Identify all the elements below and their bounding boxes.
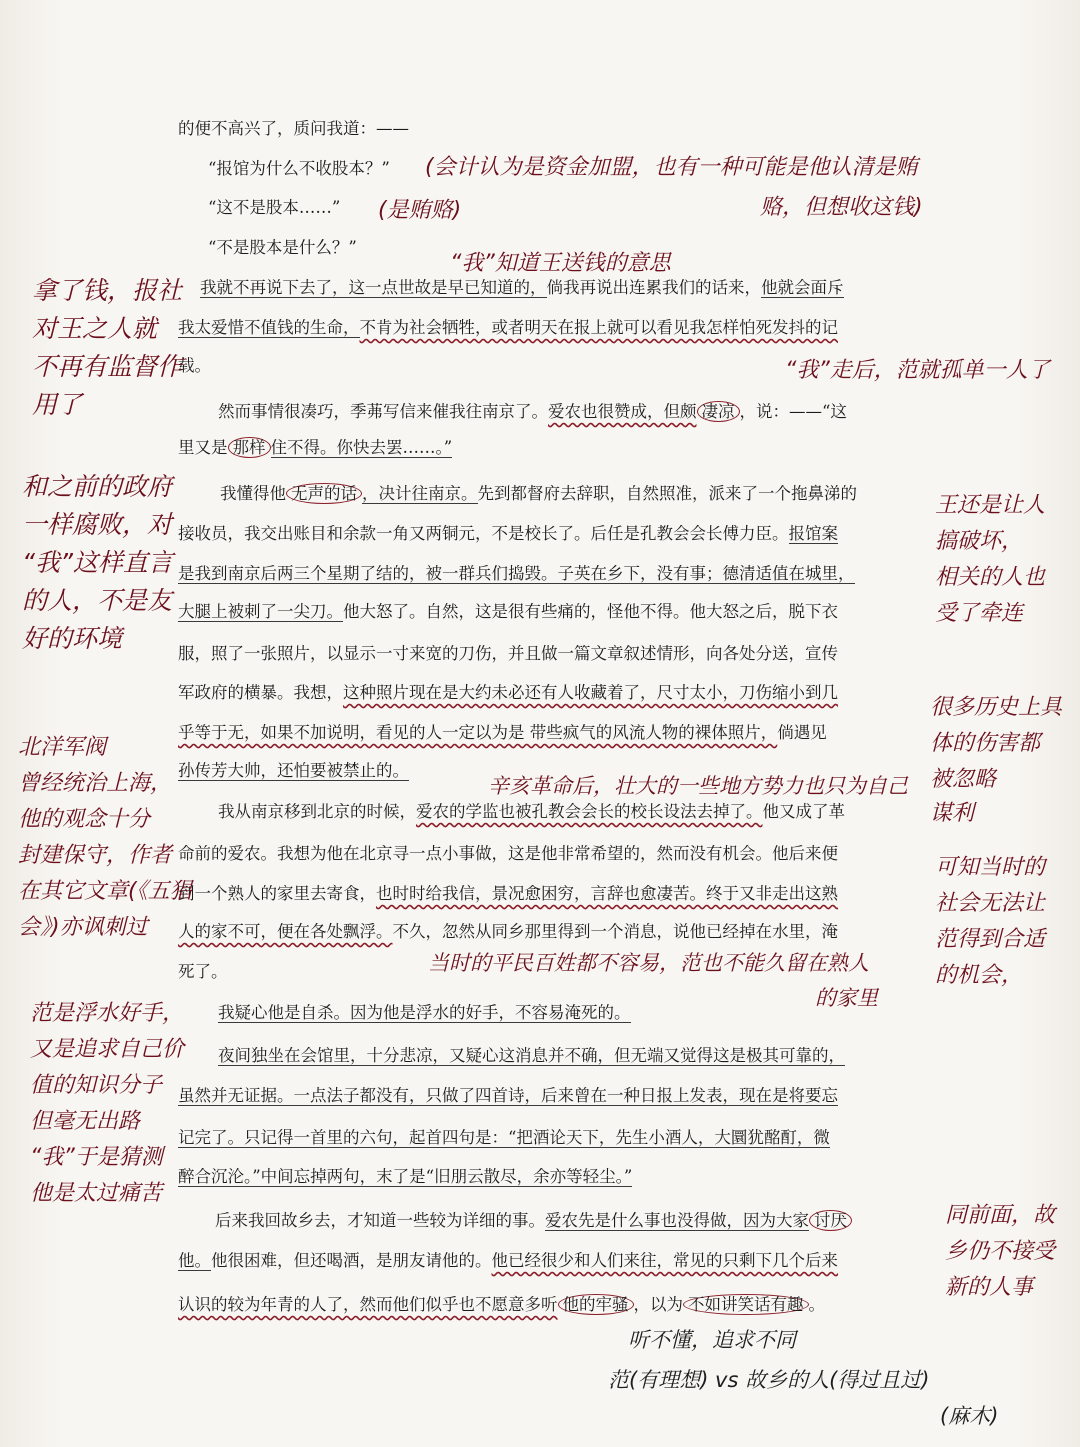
text-line: 醉合沉沦。”中间忘掉两句，末了是“旧朋云散尽，余亦等轻尘。” — [178, 1167, 633, 1186]
handwritten-note: 范是浮水好手， 又是追求自己价 值的知识分子 但毫无出路 “我”于是猜测 他是太过痛苦 — [30, 1001, 185, 1206]
text-line: 载。 — [178, 356, 211, 375]
handwritten-note: “我”知道王送钱的意思 — [450, 251, 671, 276]
handwritten-note: 可知当时的 社会无法让 范得到合适 的机会， — [935, 855, 1046, 988]
handwritten-note: 王还是让人 搞破坏， 相关的人也 受了牵连 — [935, 493, 1046, 626]
handwritten-note: 拿了钱，报社 对王之人就 不再有监督作 用了 — [32, 276, 183, 419]
text-line: 虽然并无证据。一点法子都没有，只做了四首诗，后来曾在一种日报上发表，现在是将要忘 — [178, 1086, 838, 1105]
text-line: 服，照了一张照片，以显示一寸来宽的刀伤，并且做一篇文章叙述情形，向各处分送，宣传 — [178, 644, 838, 663]
text-line: 后来我回故乡去，才知道一些较为详细的事。爱农先是什么事也没得做，因为大家 讨厌 — [215, 1209, 975, 1233]
text-line: 然而事情很凑巧，季茀写信来催我往南京了。爱农也很赞成，但颇 凄凉 ，说：——“这 — [218, 402, 847, 421]
handwritten-note: 当时的平民百姓都不容易，范也不能久留在熟人 — [428, 951, 869, 975]
text-line: 夜间独坐在会馆里，十分悲凉，又疑心这消息并不确，但无端又觉得这是极其可靠的， — [218, 1046, 845, 1065]
text-line: 里又是 那样 住不得。你快去罢……。” — [178, 438, 453, 457]
text-line: 认识的较为年青的人了，然而他们似乎也不愿意多听 他的牢骚 ，以为 不如讲笑话有趣 。 — [178, 1295, 825, 1314]
text-line: 我懂得他 无声的话 ，决计往南京。先到都督府去辞职，自然照准，派来了一个拖鼻涕的 — [220, 484, 857, 503]
text-line: 大腿上被刺了一尖刀。他大怒了。自然，这是很有些痛的，怪他不得。他大怒之后，脱下衣 — [178, 602, 838, 621]
handwritten-note: “我”走后，范就孤单一人了 — [785, 358, 1050, 383]
text-line: 的便不高兴了，质问我道：—— — [178, 119, 409, 138]
handwritten-note: 的家里 — [815, 986, 878, 1010]
text-line: 死了。 — [178, 962, 228, 981]
handwritten-note: 赂，但想收这钱) — [760, 195, 923, 220]
handwritten-note: 听不懂，追求不同 — [628, 1328, 796, 1352]
text-line: 乎等于无，如果不加说明，看见的人一定以为是 带些疯气的风流人物的裸体照片，倘遇见 — [178, 723, 827, 742]
text-line: “报馆为什么不收股本？” — [208, 159, 390, 178]
handwritten-note: (会计认为是资金加盟，也有一种可能是他认清是贿 — [425, 155, 918, 180]
text-line: “不是股本是什么？” — [208, 238, 357, 257]
text-line: 孙传芳大帅，还怕要被禁止的。 — [178, 761, 409, 780]
handwritten-note: 谋利 — [930, 801, 975, 826]
text-line: 命前的爱农。我想为他在北京寻一点小事做，这是他非常希望的，然而没有机会。他后来便 — [178, 844, 838, 863]
text-line: 记完了。只记得一首里的六句，起首四句是：“把酒论天下，先生小酒人，大圜犹酩酊，微 — [178, 1128, 830, 1147]
handwritten-note: 范(有理想) vs 故乡的人(得过且过) — [608, 1368, 930, 1392]
text-line: 人的家不可，便在各处飘浮。不久，忽然从同乡那里得到一个消息，说他已经掉在水里，淹 — [178, 922, 838, 941]
text-line: 他。他很困难，但还喝酒，是朋友请他的。他已经很少和人们来往，常见的只剩下几个后来 — [178, 1251, 838, 1270]
handwritten-note: 辛亥革命后，壮大的一些地方势力也只为自己 — [488, 774, 908, 798]
text-line: 到一个熟人的家里去寄食，也时时给我信，景况愈困穷，言辞也愈凄苦。终于又非走出这熟 — [178, 884, 838, 903]
handwritten-note: (是贿赂) — [378, 198, 462, 223]
handwritten-note: 北洋军阀 曾经统治上海， 他的观念十分 封建保守，作者 在其它文章(《五猖 会》)亦讽刺过 — [18, 735, 192, 940]
text-line: 是我到南京后两三个星期了结的，被一群兵们捣毁。子英在乡下，没有事；德清适值在城里， — [178, 564, 855, 583]
text-line: 接收员，我交出账目和余款一角又两铜元，不是校长了。后任是孔教会会长傅力臣。报馆案 — [178, 524, 838, 543]
text-line: 我从南京移到北京的时候，爱农的学监也被孔教会会长的校长设法去掉了。他又成了革 — [218, 802, 845, 821]
text-line: “这不是股本……” — [208, 198, 341, 217]
text-line: 我疑心他是自杀。因为他是浮水的好手，不容易淹死的。 — [218, 1003, 631, 1022]
handwritten-note: (麻木) — [940, 1404, 999, 1428]
text-line: 我太爱惜不值钱的生命，不肯为社会牺牲，或者明天在报上就可以看见我怎样怕死发抖的记 — [178, 318, 838, 337]
handwritten-note: 和之前的政府 一样腐败，对 “我”这样直言 的人，不是友 好的环境 — [22, 472, 173, 653]
text-line: 军政府的横暴。我想，这种照片现在是大约未必还有人收藏着了，尺寸太小，刀伤缩小到几 — [178, 683, 838, 702]
text-line: 我就不再说下去了，这一点世故是早已知道的，倘我再说出连累我们的话来，他就会面斥 — [200, 278, 844, 297]
handwritten-note: 同前面，故 乡仍不接受 新的人事 — [945, 1203, 1056, 1300]
handwritten-note: 很多历史上具 体的伤害都 被忽略 — [930, 695, 1063, 792]
